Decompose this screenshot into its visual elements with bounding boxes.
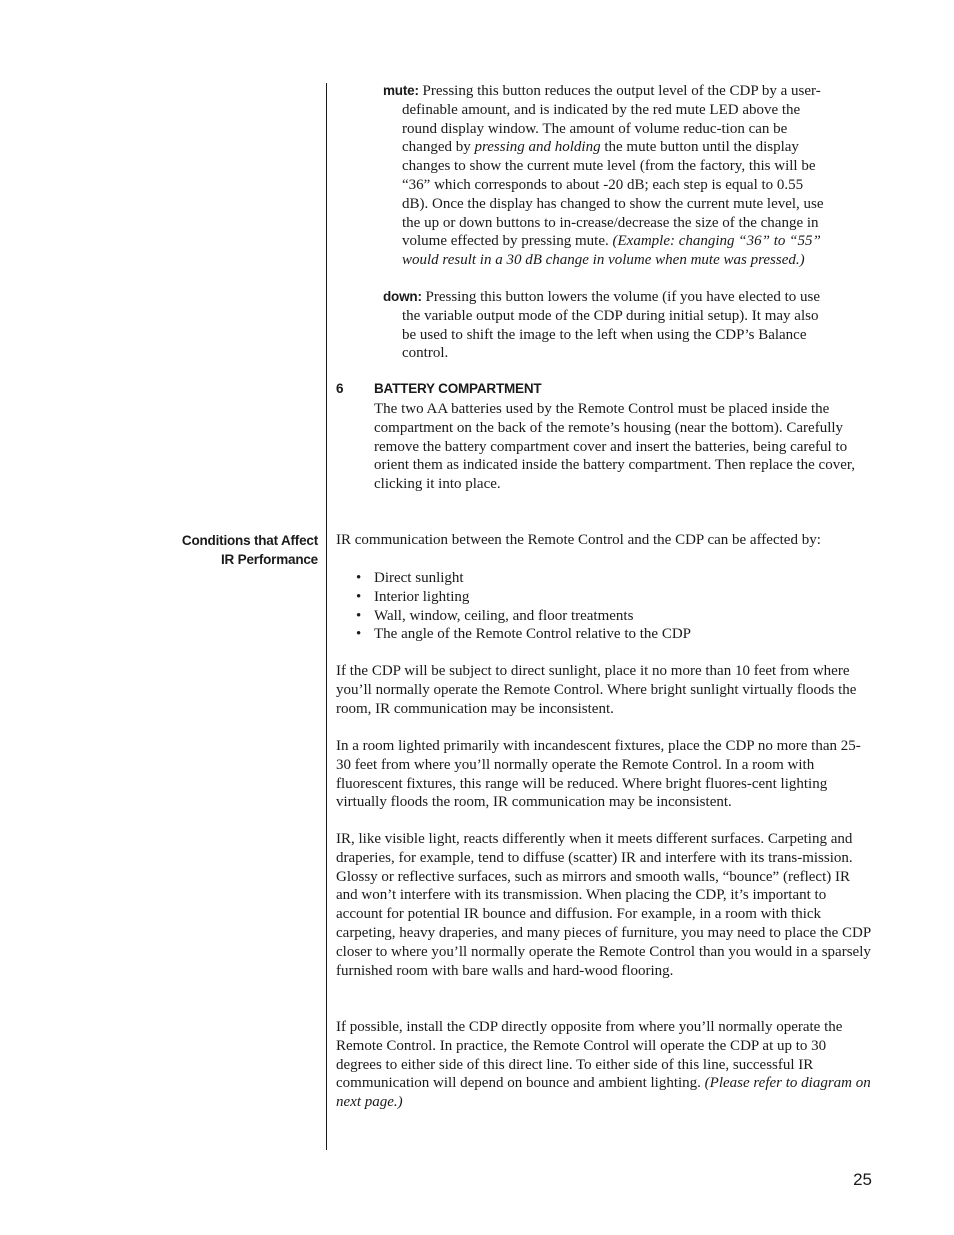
list-item: • Interior lighting (336, 588, 691, 607)
mute-example: (Example: changing “36” to “55” would result in a 30 dB change in volume when mute was pressed.) (402, 233, 821, 269)
list-item: • Wall, window, ceiling, and floor treatments (336, 607, 691, 626)
list-item: • The angle of the Remote Control relative to the CDP (336, 625, 691, 644)
angle-paragraph (336, 1018, 872, 1112)
ir-intro: IR communication between the Remote Control and the CDP can be affected by: (336, 532, 821, 548)
section-heading: BATTERY COMPARTMENT (374, 381, 542, 396)
side-heading-line-2: IR Performance (221, 552, 318, 567)
angle-text: If possible, install the CDP directly opposite from where you’ll normally operate the Remote Control. In practice, the Remote Control will operate the CDP at up to 30 degrees to either side of this direct line. To either side of this line, successful IR communication will depend on bounce and ambient lighting. (336, 1019, 843, 1092)
ir-factor-list (336, 569, 691, 644)
battery-body: The two AA batteries used by the Remote Control must be placed inside the compartment on the back of the remote’s housing (near the bottom). Carefully remove the battery compartment cover and insert the batteries, being careful to orient them as indicated inside the battery compartment. Then replace the cover, clicking it into place. (374, 401, 856, 493)
section-number: 6 (336, 381, 344, 396)
list-item: • Direct sunlight (336, 569, 691, 588)
down-text: Pressing this button lowers the volume (if you have elected to use the variable output mode of the CDP during initial setup). It may also be used to shift the image to the left when using the CDP’s Balance control. (402, 289, 821, 362)
vertical-rule (326, 83, 327, 1150)
side-heading (140, 531, 318, 569)
down-term: down: (383, 289, 422, 304)
side-heading-line-1: Conditions that Affect (181, 533, 318, 548)
surfaces-paragraph: IR, like visible light, reacts differently when it meets different surfaces. Carpeting and draperies, for example, tend to diffuse (scatter) IR and interfere with its trans-mission. Glossy or reflective surfaces, such as mirrors and smooth walls, “bounce” (reflect) IR and won’t interfere with its transmission. When placing the CDP, it’s important to account for potential IR bounce and diffusion. For example, in a room with thick carpeting, heavy draperies, and many pieces of furniture, you may need to place the CDP closer to where you’ll normally operate the Remote Control than you would in a sparsely furnished room with bare walls and hard-wood flooring. (336, 831, 871, 979)
angle-note: (Please refer to diagram on next page.) (336, 1075, 871, 1111)
mute-text-2: the mute button until the display changes to show the current mute level (from the factory, this will be “36” which corresponds to about -20 dB; each step is equal to 0.55 dB). Once the display has changed to show the current mute level, use the up or down buttons to in-crease/decrease the size of the change in volume effected by pressing mute. (402, 139, 824, 250)
sunlight-paragraph: If the CDP will be subject to direct sunlight, place it no more than 10 feet from where you’ll normally operate the Remote Control. Where bright sunlight virtually floods the room, IR communication may be inconsistent. (336, 663, 857, 717)
mute-text-1: Pressing this button reduces the output level of the CDP by a user-definable amount, and is indicated by the red mute LED above the round display window. The amount of volume reduc-tion can be changed by (402, 83, 821, 156)
down-description (383, 288, 833, 363)
mute-emphasis: pressing and holding (474, 139, 601, 156)
mute-term: mute: (383, 83, 419, 98)
page-number: 25 (853, 1170, 872, 1189)
mute-description (383, 82, 833, 270)
lighting-paragraph: In a room lighted primarily with incandescent fixtures, place the CDP no more than 25-30 feet from where you’ll normally operate the Remote Control. In a room with fluorescent fixtures, this range will be reduced. Where bright fluores-cent lighting virtually floods the room, IR communication may be inconsistent. (336, 738, 861, 811)
